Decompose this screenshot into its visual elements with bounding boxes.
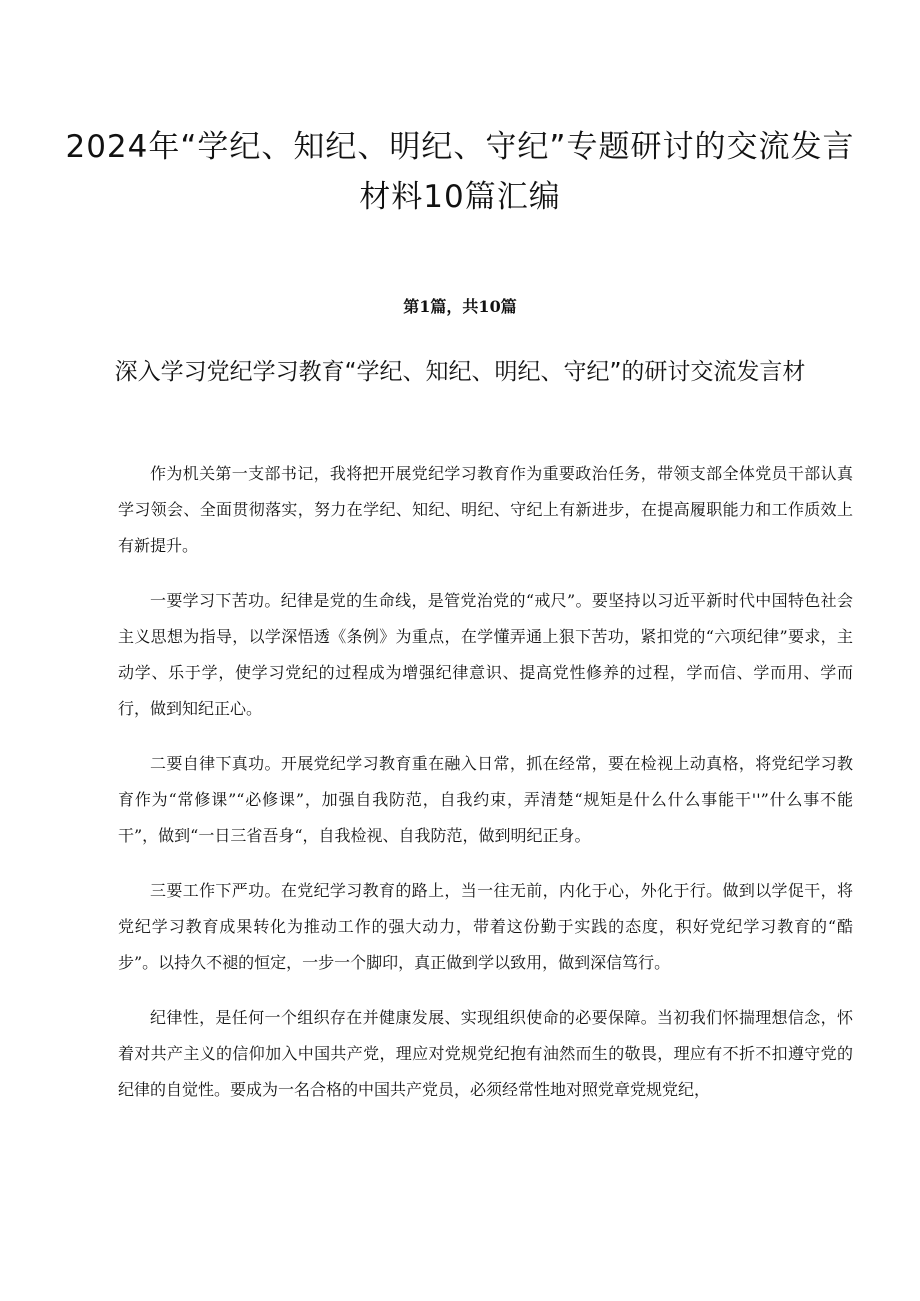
paragraph: 一要学习下苦功。纪律是党的生命线，是管党治党的“戒尺”。要坚持以习近平新时代中国特色社会主义思想为指导，以学深悟透《条例》为重点，在学懂弄通上狠下苦功，紧扣党的“六项纪律”要求，主动学、乐于学，使学习党纪的过程成为增强纪律意识、提高党性修养的过程，学而信、学而用、学而行，做到知纪正心。 — [118, 591, 853, 718]
paragraph: 作为机关第一支部书记，我将把开展党纪学习教育作为重要政治任务，带领支部全体党员干部认真学习领会、全面贯彻落实，努力在学纪、知纪、明纪、守纪上有新进步，在提高履职能力和工作质效上有新提升。 — [118, 464, 853, 555]
document-body — [118, 456, 853, 1127]
paragraph: 纪律性，是任何一个组织存在并健康发展、实现组织使命的必要保障。当初我们怀揣理想信念，怀着对共产主义的信仰加入中国共产党，理应对党规党纪抱有油然而生的敬畏，理应有不折不扣遵守党的纪律的自觉性。要成为一名合格的中国共产党员，必须经常性地对照党章党规党纪， — [118, 1008, 853, 1099]
document-title: 2024年“学纪、知纪、明纪、守纪”专题研讨的交流发言材料10篇汇编 — [65, 129, 855, 215]
paragraph: 二要自律下真功。开展党纪学习教育重在融入日常，抓在经常，要在检视上动真格，将党纪学习教育作为“常修课”“必修课”，加强自我防范，自我约束，弄清楚“规矩是什么什么事能干''”什么事不能干”，做到“一日三省吾身“，自我检视、自我防范，做到明纪正身。 — [118, 754, 853, 845]
section-number: 第1篇，共10篇 — [403, 297, 517, 316]
section-title: 深入学习党纪学习教育“学纪、知纪、明纪、守纪”的研讨交流发言材 — [114, 359, 806, 385]
paragraph: 三要工作下严功。在党纪学习教育的路上，当一往无前，内化于心，外化于行。做到以学促干，将党纪学习教育成果转化为推动工作的强大动力，带着这份勤于实践的态度，积好党纪学习教育的“酷步”。以持久不褪的恒定，一步一个脚印，真正做到学以致用，做到深信笃行。 — [118, 881, 853, 972]
